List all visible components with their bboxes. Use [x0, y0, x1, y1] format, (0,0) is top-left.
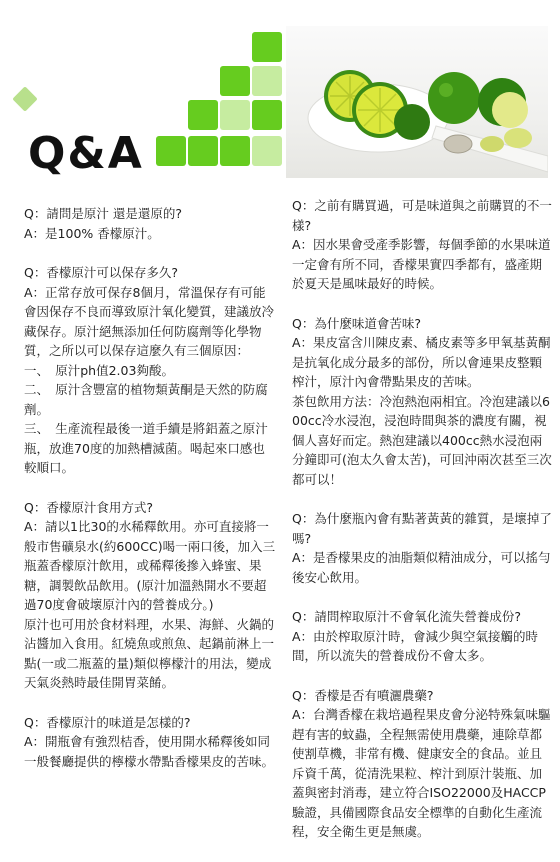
faq-answer: A：台灣香檬在栽培過程果皮會分泌特殊氣味驅趕有害的蚊蟲，全程無需使用農藥，連除草都使割草機，非常有機、健康安全的食品。並且斥資千萬，從清洗果粒、榨汁到原汁裝瓶、加蓋與密封消毒，建立符合ISO22000及HACCP驗證，具備國際食品安全標準的自動化生產流程，安全衛生更是無虞。	[292, 707, 551, 839]
decor-square	[188, 100, 218, 130]
faq-question: Q：請問榨取原汁不會氧化流失營養成份?	[292, 609, 521, 624]
decor-square	[252, 32, 282, 62]
lime-photo-icon	[286, 26, 548, 178]
decor-square	[252, 66, 282, 96]
page-title: Q&A	[28, 128, 144, 179]
decor-square	[156, 136, 186, 166]
faq-answer: A：由於榨取原汁時，會減少與空氣接觸的時間，所以流失的營養成份不會太多。	[292, 628, 539, 663]
faq-left-column	[24, 204, 276, 791]
decor-square	[220, 100, 250, 130]
faq-item	[24, 713, 276, 772]
faq-question: Q：之前有購買過，可是味道與之前購買的不一樣?	[292, 198, 552, 233]
faq-answer: A：正常存放可保存8個月，常溫保存有可能會因保存不良而導致原汁氧化變質，建議放冷藏保存。原汁絕無添加任何防腐劑等化學物質，之所以可以保存這麼久有三個原因： 一、 原汁ph值2.03夠酸。 二、 原汁含豐富的植物類黃酮是天然的防腐劑。 三、 生產流程最後一道手續是將鋁蓋之原汁瓶，放進70度的加熱槽滅菌。喝起來口感也較順口。	[24, 284, 275, 475]
decor-square-small	[12, 86, 37, 111]
faq-question: Q：香檬是否有噴灑農藥?	[292, 687, 434, 703]
faq-question: Q：香檬原汁食用方式?	[24, 499, 153, 515]
faq-item	[292, 607, 552, 666]
product-photo	[286, 26, 548, 178]
faq-item	[24, 498, 276, 693]
decor-square	[220, 66, 250, 96]
decor-square	[252, 136, 282, 166]
faq-question: Q：香檬原汁可以保存多久?	[24, 265, 178, 280]
faq-answer: A：請以1比30的水稀釋飲用。亦可直接將一般市售礦泉水(約600CC)喝一兩口後，加入三瓶蓋香檬原汁飲用，或稀釋後摻入蜂蜜、果糖，調製飲品飲用。(原汁加溫熱開水不要超過70度會破壞原汁內的營養成分。) 原汁也可用於食材料理，水果、海鮮、火鍋的沾醬加入食用。紅燒魚或煎魚、起鍋前淋上一點(一或二瓶蓋的量)類似檸檬汁的用法，變成天氣炎熱時最佳開胃菜餚。	[24, 519, 276, 690]
faq-item	[24, 204, 276, 243]
decor-square	[220, 136, 250, 166]
faq-answer: A：是香檬果皮的油脂類似精油成分，可以搖勻後安心飲用。	[292, 550, 551, 585]
faq-question: Q：請問是原汁 還是還原的?	[24, 206, 182, 221]
faq-question: Q：為什麼瓶內會有點著黃黃的雜質，是壞掉了嗎?	[292, 511, 552, 546]
faq-question: Q：香檬原汁的味道是怎樣的?	[24, 714, 191, 730]
faq-item	[24, 263, 276, 478]
faq-answer: A：因水果會受產季影響，每個季節的水果味道一定會有所不同，香檬果實四季都有，盛產期於夏天是風味最好的時候。	[292, 237, 551, 291]
faq-question: Q：為什麼味道會苦味?	[292, 315, 421, 331]
faq-right-column	[292, 196, 552, 862]
faq-answer: A：果皮富含川陳皮素、橘皮素等多甲氧基黃酮是抗氧化成分最多的部份，所以會連果皮整顆榨汁，原汁內會帶點果皮的苦味。 茶包飲用方法：冷泡熱泡兩相宜。冷泡建議以600cc冷水浸泡，浸泡時間與茶的濃度有關，視個人喜好而定。熱泡建議以400cc熱水浸泡兩分鐘即可(泡太久會太苦)，可回沖兩次甚至三次都可以！	[292, 335, 552, 487]
faq-item	[292, 196, 552, 294]
faq-item	[292, 314, 552, 490]
faq-item	[292, 686, 552, 842]
faq-item	[292, 509, 552, 587]
faq-answer: A：是100% 香檬原汁。	[24, 225, 160, 241]
faq-answer: A：開瓶會有強烈桔香，使用開水稀釋後如同一般餐廳提供的檸檬水帶點香檬果皮的苦味。	[24, 734, 275, 769]
decor-square	[188, 136, 218, 166]
decor-square	[252, 100, 282, 130]
